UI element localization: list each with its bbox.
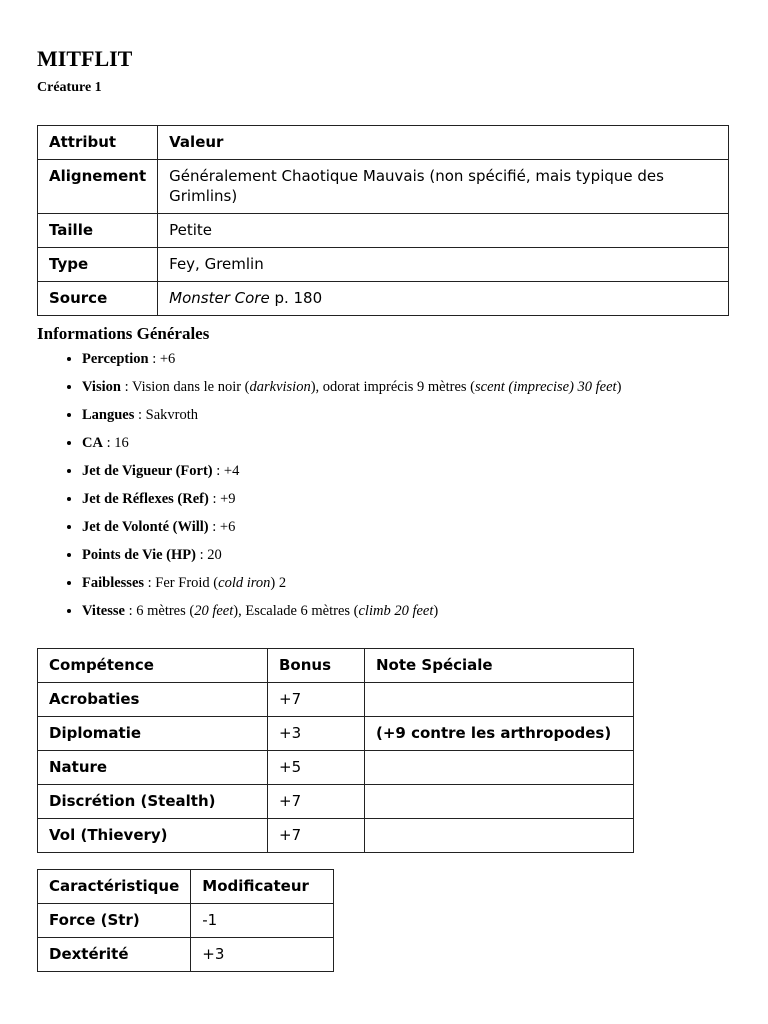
item-label: Jet de Réflexes (Ref) [82, 491, 209, 507]
skill-bonus: +5 [268, 751, 365, 785]
list-item [82, 489, 729, 509]
skill-name: Discrétion (Stealth) [38, 785, 268, 819]
section-heading: Informations Générales [37, 324, 210, 343]
table-row [38, 904, 334, 938]
header-value: Valeur [158, 126, 729, 160]
skill-bonus: +3 [268, 717, 365, 751]
item-label: Vitesse [82, 603, 125, 619]
stat-name: Dextérité [38, 938, 191, 972]
item-label: Perception [82, 351, 149, 367]
item-value: : Fer Froid ( [144, 575, 219, 591]
stat-modifier: +3 [191, 938, 334, 972]
item-value: : Vision dans le noir ( [120, 379, 250, 395]
item-value: ) 2 [270, 575, 287, 591]
attribute-value: Fey, Gremlin [158, 248, 729, 282]
item-label: Jet de Vigueur (Fort) [82, 463, 213, 479]
skill-name: Nature [38, 751, 268, 785]
list-item [82, 377, 729, 397]
stat-name: Force (Str) [38, 904, 191, 938]
item-value: : +6 [148, 351, 176, 367]
item-value: ), Escalade 6 mètres ( [233, 603, 359, 619]
list-item [82, 573, 729, 593]
item-label: Faiblesses [82, 575, 145, 591]
item-value: ) [616, 379, 622, 395]
attribute-label: Source [38, 282, 158, 316]
table-row [38, 751, 634, 785]
table-row [38, 717, 634, 751]
creature-level: Créature 1 [37, 80, 102, 95]
attribute-value [158, 282, 729, 316]
attribute-label: Alignement [38, 160, 158, 214]
table-header-row [38, 126, 729, 160]
header-modifier: Modificateur [191, 870, 334, 904]
table-row [38, 938, 334, 972]
item-value: : +4 [212, 463, 240, 479]
item-value-english: climb 20 feet [358, 603, 434, 619]
skill-name: Acrobaties [38, 683, 268, 717]
attribute-label: Taille [38, 214, 158, 248]
item-value: : +9 [208, 491, 236, 507]
skill-bonus: +7 [268, 785, 365, 819]
header-skill: Compétence [38, 649, 268, 683]
item-value-english: scent (imprecise) 30 feet [475, 379, 617, 395]
list-item [82, 601, 729, 621]
skill-name: Vol (Thievery) [38, 819, 268, 853]
table-row [38, 819, 634, 853]
item-value-english: 20 feet [194, 603, 234, 619]
list-item [82, 545, 729, 565]
list-item [82, 517, 729, 537]
document-page [37, 44, 729, 972]
item-label: Vision [82, 379, 121, 395]
item-label: Langues [82, 407, 135, 423]
item-value: : +6 [208, 519, 236, 535]
creature-title: MITFLIT [37, 46, 133, 71]
skill-note [365, 785, 634, 819]
item-value: : Sakvroth [134, 407, 199, 423]
item-value: ), odorat imprécis 9 mètres ( [310, 379, 475, 395]
source-page: p. 180 [269, 289, 323, 307]
stats-table [37, 869, 334, 972]
skill-name: Diplomatie [38, 717, 268, 751]
attribute-value: Généralement Chaotique Mauvais (non spécifié, mais typique des Grimlins) [158, 160, 729, 214]
table-row [38, 282, 729, 316]
header-attribute: Attribut [38, 126, 158, 160]
skill-bonus: +7 [268, 819, 365, 853]
item-label: Jet de Volonté (Will) [82, 519, 209, 535]
skill-note: (+9 contre les arthropodes) [365, 717, 634, 751]
item-value-english: cold iron [218, 575, 271, 591]
list-item [82, 349, 729, 369]
skill-note [365, 751, 634, 785]
table-header-row [38, 649, 634, 683]
item-value: : 16 [102, 435, 129, 451]
header-note: Note Spéciale [365, 649, 634, 683]
item-label: CA [82, 435, 103, 451]
header-bonus: Bonus [268, 649, 365, 683]
table-row [38, 683, 634, 717]
table-row [38, 785, 634, 819]
skill-bonus: +7 [268, 683, 365, 717]
source-book-title: Monster Core [169, 289, 270, 307]
item-value: : 6 mètres ( [124, 603, 195, 619]
list-item [82, 433, 729, 453]
skills-table [37, 648, 634, 853]
item-value: ) [433, 603, 439, 619]
skill-note [365, 819, 634, 853]
table-row [38, 248, 729, 282]
table-row [38, 160, 729, 214]
table-header-row [38, 870, 334, 904]
skill-note [365, 683, 634, 717]
list-item [82, 405, 729, 425]
item-label: Points de Vie (HP) [82, 547, 196, 563]
list-item [82, 461, 729, 481]
table-row [38, 214, 729, 248]
general-info-list [37, 349, 729, 621]
stat-modifier: -1 [191, 904, 334, 938]
attribute-label: Type [38, 248, 158, 282]
attributes-table [37, 125, 729, 316]
item-value-english: darkvision [249, 379, 311, 395]
attribute-value: Petite [158, 214, 729, 248]
item-value: : 20 [195, 547, 222, 563]
header-characteristic: Caractéristique [38, 870, 191, 904]
